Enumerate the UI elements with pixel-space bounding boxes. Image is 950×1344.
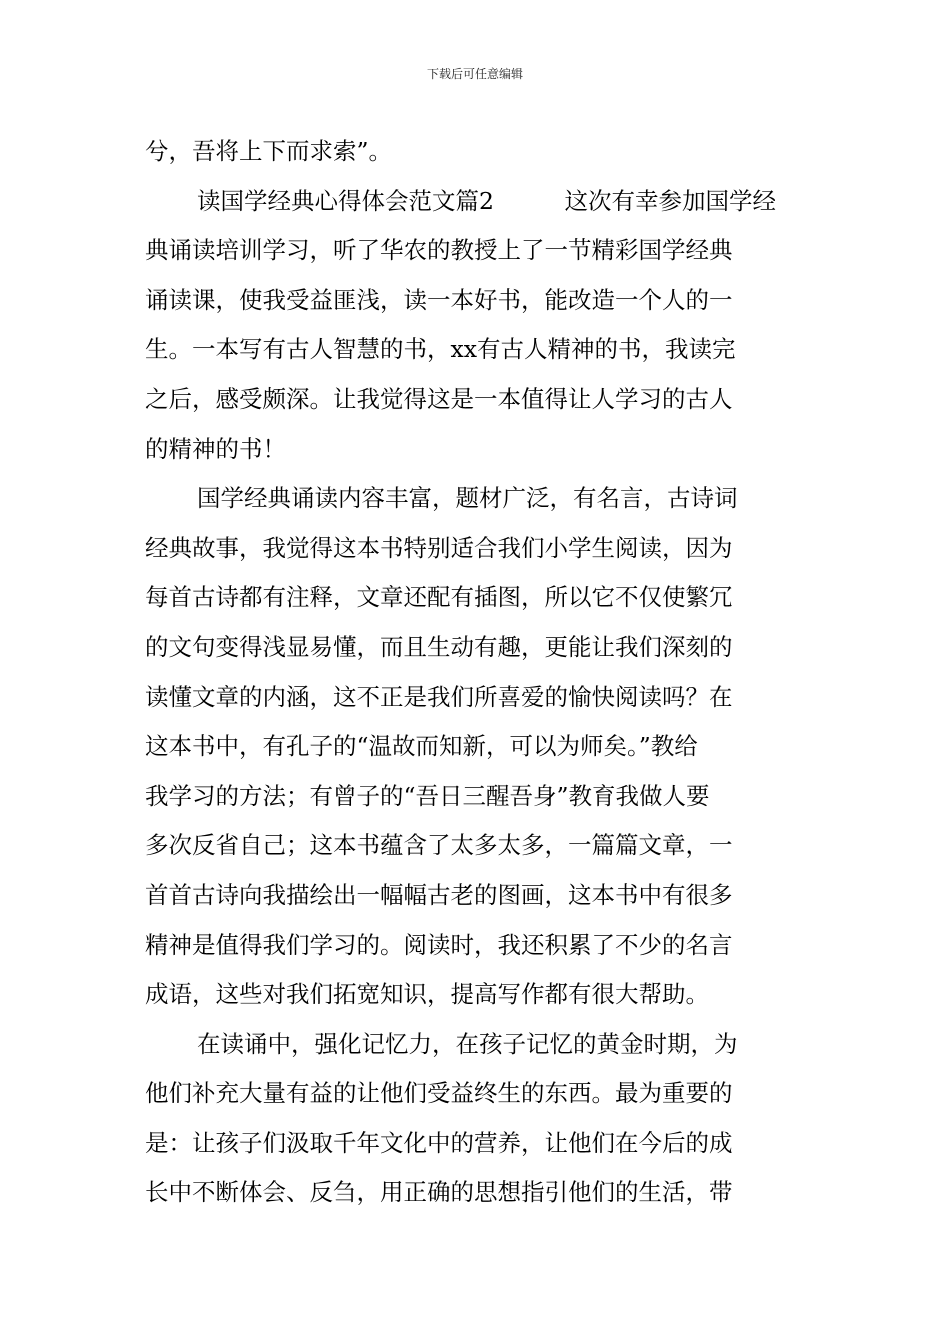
document-body: [145, 127, 807, 1218]
text-line: 我学习的方法；有曾子的“吾日三醒吾身”教育我做人要: [145, 781, 710, 810]
text-line: 每首古诗都有注释，文章还配有插图，所以它不仅使繁冗: [145, 583, 733, 612]
text-line: 生。一本写有古人智慧的书，xx有古人精神的书，我读完: [145, 335, 736, 364]
text-line: 精神是值得我们学习的。阅读时，我还积累了不少的名言: [145, 930, 733, 959]
text-line: 经典故事，我觉得这本书特别适合我们小学生阅读，因为: [145, 533, 733, 562]
text-line: 的文句变得浅显易懂，而且生动有趣，更能让我们深刻的: [145, 632, 733, 661]
text-line: 他们补充大量有益的让他们受益终生的东西。最为重要的: [145, 1079, 733, 1108]
text-line: 的精神的书！: [145, 434, 286, 463]
text-line: 之后，感受颇深。让我觉得这是一本值得让人学习的古人: [145, 384, 733, 413]
text-line: 兮，吾将上下而求索”。: [145, 137, 393, 165]
text-line: 是：让孩子们汲取千年文化中的营养，让他们在今后的成: [145, 1128, 733, 1157]
text-line: 首首古诗向我描绘出一幅幅古老的图画，这本书中有很多: [145, 880, 733, 909]
text-line: 读懂文章的内涵，这不正是我们所喜爱的愉快阅读吗？在: [145, 682, 733, 711]
text-line: 长中不断体会、反刍，用正确的思想指引他们的生活，带: [145, 1178, 733, 1207]
text-line: 典诵读培训学习，听了华农的教授上了一节精彩国学经典: [145, 236, 733, 265]
text-line: 国学经典诵读内容丰富，题材广泛，有名言，古诗词: [197, 484, 738, 513]
text-line: 这本书中，有孔子的“温故而知新，可以为师矣。”教给: [145, 732, 698, 761]
text-line: 在读诵中，强化记忆力，在孩子记忆的黄金时期，为: [197, 1029, 738, 1058]
text-line: 成语，这些对我们拓宽知识，提高写作都有很大帮助。: [145, 980, 709, 1009]
text-line: 多次反省自己；这本书蕴含了太多太多，一篇篇文章，一: [145, 831, 733, 860]
text-line: 读国学经典心得体会范文篇2 这次有幸参加国学经: [197, 186, 776, 215]
text-line: 诵读课，使我受益匪浅，读一本好书，能改造一个人的一: [145, 285, 733, 314]
page-header: 下载后可任意编辑: [426, 67, 523, 81]
